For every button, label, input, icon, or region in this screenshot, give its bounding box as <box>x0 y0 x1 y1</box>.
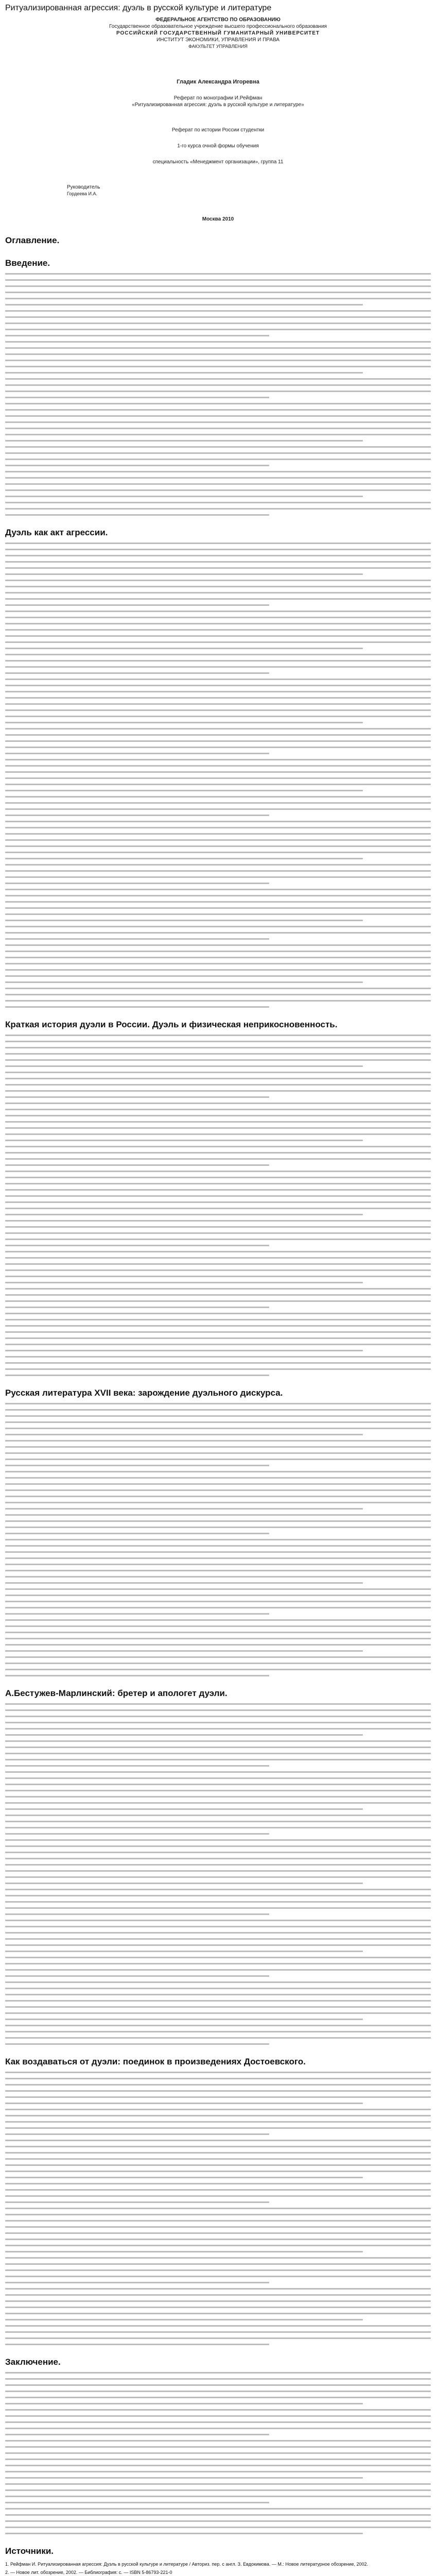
toc-heading: Оглавление. <box>5 235 60 245</box>
section-title-xvii: Русская литература XVII века: зарождение дуэльного дискурса. <box>5 1388 283 1398</box>
section-body-conclusion <box>5 2372 431 2534</box>
section-title-bestuzhev: А.Бестужев-Марлинский: бретер и апологет дуэли. <box>5 1688 228 1698</box>
title-page <box>5 16 431 223</box>
course-line-2: 1-го курса очной формы обучения <box>177 143 259 149</box>
section-body-dostoevsky <box>5 2072 431 2345</box>
section-body-history <box>5 1035 431 1376</box>
university-line: РОССИЙСКИЙ ГОСУДАРСТВЕННЫЙ ГУМАНИТАРНЫЙ УНИВЕРСИТЕТ <box>116 30 320 36</box>
sources-list <box>5 2561 431 2576</box>
section-title-intro: Введение. <box>5 258 50 268</box>
section-body-intro <box>5 273 431 516</box>
source-item: 2. — Новое лит. обозрение, 2002. — Библиография: с. — ISBN 5-86793-221-0 <box>5 2570 172 2575</box>
document-title: Ритуализированная агрессия: дуэль в русской культуре и литературе <box>5 4 272 12</box>
section-title-history: Краткая история дуэли в России. Дуэль и физическая неприкосновенность. <box>5 1020 338 1029</box>
adviser-label: Руководитель <box>67 184 100 190</box>
section-title-conclusion: Заключение. <box>5 2357 61 2367</box>
section-title-aggression: Дуэль как акт агрессии. <box>5 528 108 537</box>
adviser-name: Гордеева И.А. <box>67 191 97 196</box>
city-year: Москва 2010 <box>202 216 234 222</box>
section-title-dostoevsky: Как воздаваться от дуэли: поединок в произведениях Достоевского. <box>5 2057 306 2066</box>
institute-line: ИНСТИТУТ ЭКОНОМИКИ, УПРАВЛЕНИЯ И ПРАВА <box>156 37 280 43</box>
faculty-line: ФАКУЛЬТЕТ УПРАВЛЕНИЯ <box>188 44 248 49</box>
agency-line: ФЕДЕРАЛЬНОЕ АГЕНТСТВО ПО ОБРАЗОВАНИЮ <box>155 17 281 23</box>
course-line-3: специальность «Менеджмент организации», группа 11 <box>152 159 284 165</box>
section-body-xvii <box>5 1403 431 1676</box>
work-line-1: Реферат по монографии И.Рейфман <box>173 95 263 101</box>
course-line-1: Реферат по истории России студентки <box>171 127 265 133</box>
work-line-2: «Ритуализированная агрессия: дуэль в русской культуре и литературе» <box>132 102 304 108</box>
section-body-aggression <box>5 543 431 1008</box>
source-item: 1. Рейфман И. Ритуализированная агрессия: Дуэль в русской культуре и литературе / Авториз. пер. с англ. З. Евдокимова. — М.: Новое литературное обозрение, 2002. <box>5 2562 369 2567</box>
institution-type-line: Государственное образовательное учреждение высшего профессионального образования <box>109 24 327 29</box>
section-body-bestuzhev <box>5 1703 431 2045</box>
author-name: Гладик Александра Игоревна <box>177 79 259 85</box>
section-title-sources: Источники. <box>5 2546 54 2556</box>
